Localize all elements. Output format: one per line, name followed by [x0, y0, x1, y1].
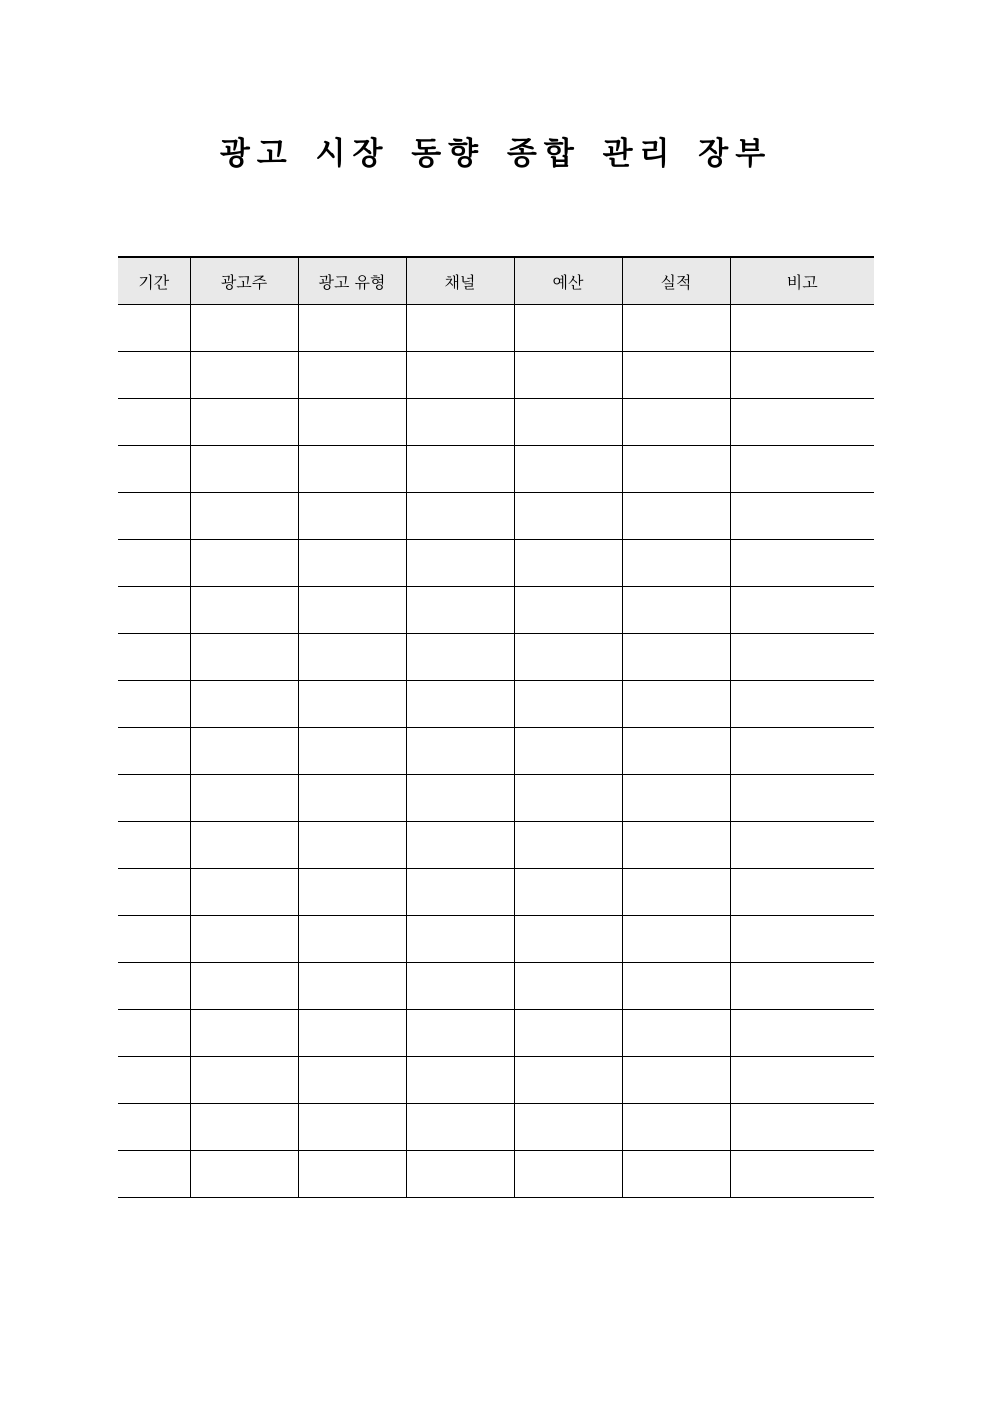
cell-remarks[interactable] — [730, 399, 874, 446]
header-period: 기간 — [118, 257, 190, 305]
cell-period[interactable] — [118, 822, 190, 869]
cell-period[interactable] — [118, 634, 190, 681]
cell-period[interactable] — [118, 681, 190, 728]
cell-remarks[interactable] — [730, 634, 874, 681]
cell-performance[interactable] — [622, 634, 730, 681]
header-channel: 채널 — [406, 257, 514, 305]
cell-budget[interactable] — [514, 587, 622, 634]
cell-remarks[interactable] — [730, 1151, 874, 1198]
cell-budget[interactable] — [514, 822, 622, 869]
cell-advertiser[interactable] — [190, 634, 298, 681]
cell-advertiser[interactable] — [190, 540, 298, 587]
cell-ad-type[interactable] — [298, 1151, 406, 1198]
cell-ad-type[interactable] — [298, 305, 406, 352]
cell-ad-type[interactable] — [298, 399, 406, 446]
cell-period[interactable] — [118, 916, 190, 963]
cell-channel[interactable] — [406, 822, 514, 869]
cell-advertiser[interactable] — [190, 681, 298, 728]
cell-performance[interactable] — [622, 822, 730, 869]
cell-remarks[interactable] — [730, 305, 874, 352]
cell-performance[interactable] — [622, 869, 730, 916]
cell-performance[interactable] — [622, 728, 730, 775]
cell-channel[interactable] — [406, 728, 514, 775]
cell-budget[interactable] — [514, 446, 622, 493]
cell-budget[interactable] — [514, 493, 622, 540]
cell-remarks[interactable] — [730, 352, 874, 399]
cell-period[interactable] — [118, 352, 190, 399]
cell-channel[interactable] — [406, 775, 514, 822]
cell-budget[interactable] — [514, 869, 622, 916]
table-row — [118, 540, 874, 587]
header-row — [118, 257, 874, 305]
table-row — [118, 305, 874, 352]
cell-budget[interactable] — [514, 305, 622, 352]
cell-period[interactable] — [118, 728, 190, 775]
table-row — [118, 869, 874, 916]
cell-ad-type[interactable] — [298, 1010, 406, 1057]
table-row — [118, 634, 874, 681]
header-remarks: 비고 — [730, 257, 874, 305]
cell-budget[interactable] — [514, 728, 622, 775]
cell-advertiser[interactable] — [190, 587, 298, 634]
header-budget: 예산 — [514, 257, 622, 305]
cell-ad-type[interactable] — [298, 869, 406, 916]
cell-period[interactable] — [118, 587, 190, 634]
cell-ad-type[interactable] — [298, 1057, 406, 1104]
table-row — [118, 493, 874, 540]
cell-advertiser[interactable] — [190, 446, 298, 493]
header-advertiser: 광고주 — [190, 257, 298, 305]
ledger-body — [118, 305, 874, 1198]
cell-advertiser[interactable] — [190, 1104, 298, 1151]
cell-channel[interactable] — [406, 916, 514, 963]
cell-remarks[interactable] — [730, 869, 874, 916]
cell-performance[interactable] — [622, 1104, 730, 1151]
table-row — [118, 1104, 874, 1151]
cell-period[interactable] — [118, 1057, 190, 1104]
cell-advertiser[interactable] — [190, 963, 298, 1010]
cell-remarks[interactable] — [730, 822, 874, 869]
cell-ad-type[interactable] — [298, 1104, 406, 1151]
table-row — [118, 587, 874, 634]
cell-channel[interactable] — [406, 1057, 514, 1104]
cell-performance[interactable] — [622, 352, 730, 399]
cell-advertiser[interactable] — [190, 1151, 298, 1198]
table-row — [118, 352, 874, 399]
cell-period[interactable] — [118, 1010, 190, 1057]
cell-channel[interactable] — [406, 446, 514, 493]
cell-period[interactable] — [118, 1151, 190, 1198]
cell-budget[interactable] — [514, 963, 622, 1010]
header-ad-type: 광고 유형 — [298, 257, 406, 305]
cell-remarks[interactable] — [730, 446, 874, 493]
table-row — [118, 728, 874, 775]
cell-performance[interactable] — [622, 1151, 730, 1198]
cell-performance[interactable] — [622, 916, 730, 963]
cell-budget[interactable] — [514, 1104, 622, 1151]
cell-channel[interactable] — [406, 305, 514, 352]
cell-period[interactable] — [118, 540, 190, 587]
cell-remarks[interactable] — [730, 540, 874, 587]
cell-ad-type[interactable] — [298, 446, 406, 493]
cell-advertiser[interactable] — [190, 305, 298, 352]
table-row — [118, 446, 874, 493]
table-row — [118, 1057, 874, 1104]
cell-channel[interactable] — [406, 869, 514, 916]
ledger-table — [118, 256, 874, 1198]
cell-remarks[interactable] — [730, 493, 874, 540]
cell-ad-type[interactable] — [298, 540, 406, 587]
cell-channel[interactable] — [406, 1010, 514, 1057]
cell-performance[interactable] — [622, 540, 730, 587]
cell-channel[interactable] — [406, 399, 514, 446]
cell-advertiser[interactable] — [190, 775, 298, 822]
cell-ad-type[interactable] — [298, 775, 406, 822]
cell-remarks[interactable] — [730, 1057, 874, 1104]
cell-budget[interactable] — [514, 352, 622, 399]
table-row — [118, 775, 874, 822]
cell-performance[interactable] — [622, 1057, 730, 1104]
header-performance: 실적 — [622, 257, 730, 305]
cell-ad-type[interactable] — [298, 916, 406, 963]
cell-advertiser[interactable] — [190, 728, 298, 775]
cell-budget[interactable] — [514, 1057, 622, 1104]
cell-performance[interactable] — [622, 681, 730, 728]
cell-budget[interactable] — [514, 775, 622, 822]
table-row — [118, 916, 874, 963]
cell-advertiser[interactable] — [190, 493, 298, 540]
cell-period[interactable] — [118, 775, 190, 822]
cell-performance[interactable] — [622, 305, 730, 352]
cell-period[interactable] — [118, 869, 190, 916]
cell-remarks[interactable] — [730, 681, 874, 728]
cell-period[interactable] — [118, 446, 190, 493]
cell-advertiser[interactable] — [190, 1010, 298, 1057]
cell-budget[interactable] — [514, 399, 622, 446]
cell-channel[interactable] — [406, 540, 514, 587]
table-row — [118, 1151, 874, 1198]
cell-advertiser[interactable] — [190, 916, 298, 963]
table-row — [118, 1010, 874, 1057]
cell-channel[interactable] — [406, 681, 514, 728]
cell-ad-type[interactable] — [298, 681, 406, 728]
cell-ad-type[interactable] — [298, 963, 406, 1010]
cell-period[interactable] — [118, 493, 190, 540]
cell-channel[interactable] — [406, 352, 514, 399]
cell-ad-type[interactable] — [298, 728, 406, 775]
cell-remarks[interactable] — [730, 775, 874, 822]
cell-remarks[interactable] — [730, 1104, 874, 1151]
cell-channel[interactable] — [406, 963, 514, 1010]
cell-budget[interactable] — [514, 634, 622, 681]
cell-ad-type[interactable] — [298, 822, 406, 869]
cell-advertiser[interactable] — [190, 399, 298, 446]
cell-ad-type[interactable] — [298, 587, 406, 634]
cell-ad-type[interactable] — [298, 493, 406, 540]
cell-channel[interactable] — [406, 1151, 514, 1198]
cell-performance[interactable] — [622, 963, 730, 1010]
cell-advertiser[interactable] — [190, 1057, 298, 1104]
cell-ad-type[interactable] — [298, 352, 406, 399]
cell-channel[interactable] — [406, 493, 514, 540]
ledger-header — [118, 257, 874, 305]
cell-performance[interactable] — [622, 493, 730, 540]
cell-budget[interactable] — [514, 540, 622, 587]
table-row — [118, 963, 874, 1010]
cell-advertiser[interactable] — [190, 352, 298, 399]
cell-period[interactable] — [118, 963, 190, 1010]
cell-performance[interactable] — [622, 1010, 730, 1057]
cell-advertiser[interactable] — [190, 869, 298, 916]
cell-advertiser[interactable] — [190, 822, 298, 869]
cell-remarks[interactable] — [730, 963, 874, 1010]
table-row — [118, 681, 874, 728]
cell-channel[interactable] — [406, 1104, 514, 1151]
page-title: 광고 시장 동향 종합 관리 장부 — [219, 136, 773, 172]
cell-performance[interactable] — [622, 446, 730, 493]
cell-budget[interactable] — [514, 1151, 622, 1198]
cell-budget[interactable] — [514, 1010, 622, 1057]
cell-period[interactable] — [118, 1104, 190, 1151]
cell-period[interactable] — [118, 399, 190, 446]
cell-ad-type[interactable] — [298, 634, 406, 681]
cell-remarks[interactable] — [730, 1010, 874, 1057]
cell-budget[interactable] — [514, 916, 622, 963]
cell-channel[interactable] — [406, 587, 514, 634]
cell-remarks[interactable] — [730, 728, 874, 775]
cell-remarks[interactable] — [730, 916, 874, 963]
table-row — [118, 822, 874, 869]
cell-remarks[interactable] — [730, 587, 874, 634]
cell-performance[interactable] — [622, 775, 730, 822]
cell-performance[interactable] — [622, 587, 730, 634]
cell-channel[interactable] — [406, 634, 514, 681]
table-row — [118, 399, 874, 446]
cell-performance[interactable] — [622, 399, 730, 446]
cell-budget[interactable] — [514, 681, 622, 728]
cell-period[interactable] — [118, 305, 190, 352]
